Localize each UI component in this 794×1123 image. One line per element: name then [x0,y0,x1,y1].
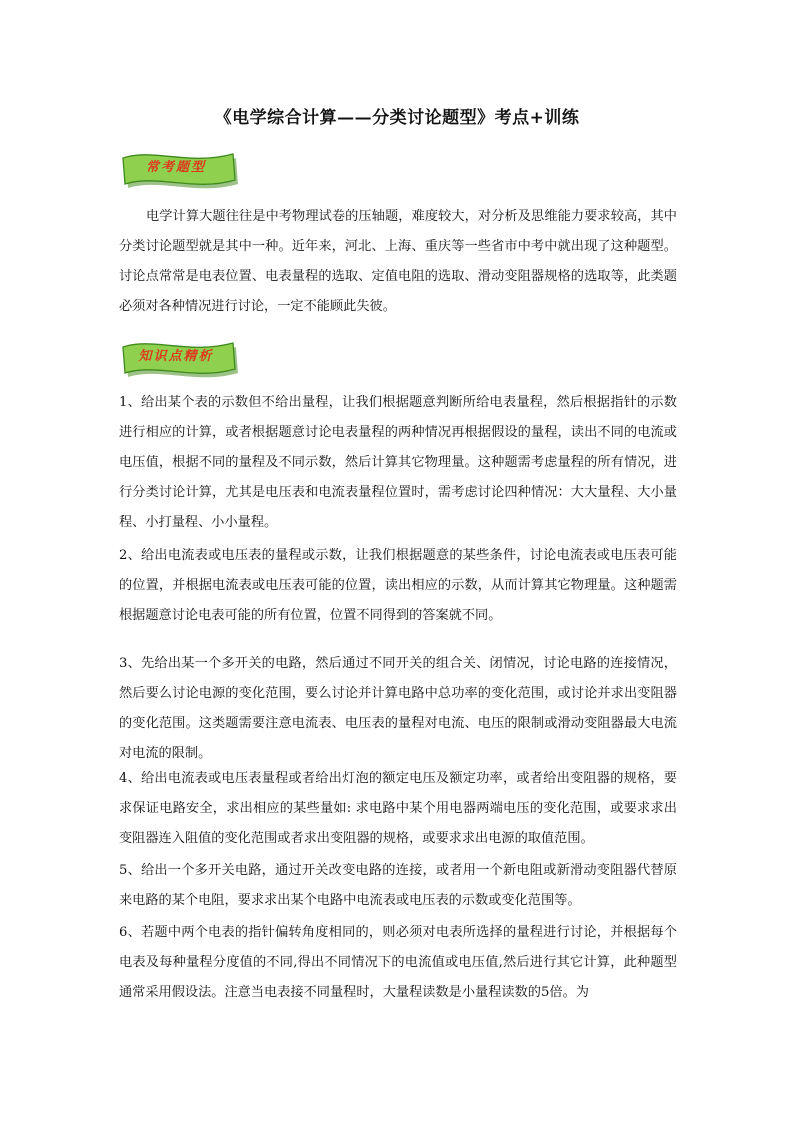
section-banner-exam-types [117,149,241,193]
intro-paragraph: 电学计算大题往往是中考物理试卷的压轴题，难度较大，对分析及思维能力要求较高，其中分类讨论题型就是其中一种。近年来，河北、上海、重庆等一些省市中考中就出现了这种题型。讨论点常常是电表位置、电表量程的选取、定值电阻的选取、滑动变阻器规格的选取等，此类题必须对各种情况进行讨论，一定不能顾此失彼。 [119,209,677,314]
knowledge-point-3: 3、先给出某一个多开关的电路，然后通过不同开关的组合关、闭情况，讨论电路的连接情况，然后要么讨论电源的变化范围，要么讨论并计算电路中总功率的变化范围，或讨论并求出变阻器的变化范围。这类题需要注意电流表、电压表的量程对电流、电压的限制或滑动变阻器最大电流对电流的限制。 [119,656,677,761]
banner-label: 知识点精析 [138,349,214,364]
banner-label: 常考题型 [145,160,206,175]
knowledge-point-2: 2、给出电流表或电压表的量程或示数，让我们根据题意的某些条件，讨论电流表或电压表可能的位置，并根据电流表或电压表可能的位置，读出相应的示数，从而计算其它物理量。这种题需根据题意讨论电表可能的所有位置，位置不同得到的答案就不同。 [119,548,677,623]
section-banner-knowledge-analysis [117,338,241,382]
knowledge-point-5: 5、给出一个多开关电路，通过开关改变电路的连接，或者用一个新电阻或新滑动变阻器代替原来电路的某个电阻，要求求出某个电路中电流表或电压表的示数或变化范围等。 [119,863,677,908]
knowledge-point-6: 6、若题中两个电表的指针偏转角度相同的，则必须对电表所选择的量程进行讨论，并根据每个电表及每种量程分度值的不同,得出不同情况下的电流值或电压值,然后进行其它计算，此种题型通常采用假设法。注意当电表接不同量程时，大量程读数是小量程读数的5倍。为 [119,925,677,1000]
knowledge-point-4: 4、给出电流表或电压表量程或者给出灯泡的额定电压及额定功率，或者给出变阻器的规格，要求保证电路安全，求出相应的某些量如: 求电路中某个用电器两端电压的变化范围，或要求求出变阻器连入阻值的变化范围或者求出变阻器的规格，或要求求出电源的取值范围。 [119,771,677,846]
knowledge-point-1: 1、给出某个表的示数但不给出量程，让我们根据题意判断所给电表量程，然后根据指针的示数进行相应的计算，或者根据题意讨论电表量程的两种情况再根据假设的量程，读出不同的电流或电压值，根据不同的量程及不同示数，然后计算其它物理量。这种题需考虑量程的所有情况，进行分类讨论计算，尤其是电压表和电流表量程位置时，需考虑讨论四种情况：大大量程、大小量程、小打量程、小小量程。 [119,395,677,530]
document-title: 《电学综合计算——分类讨论题型》考点+训练 [214,108,580,128]
